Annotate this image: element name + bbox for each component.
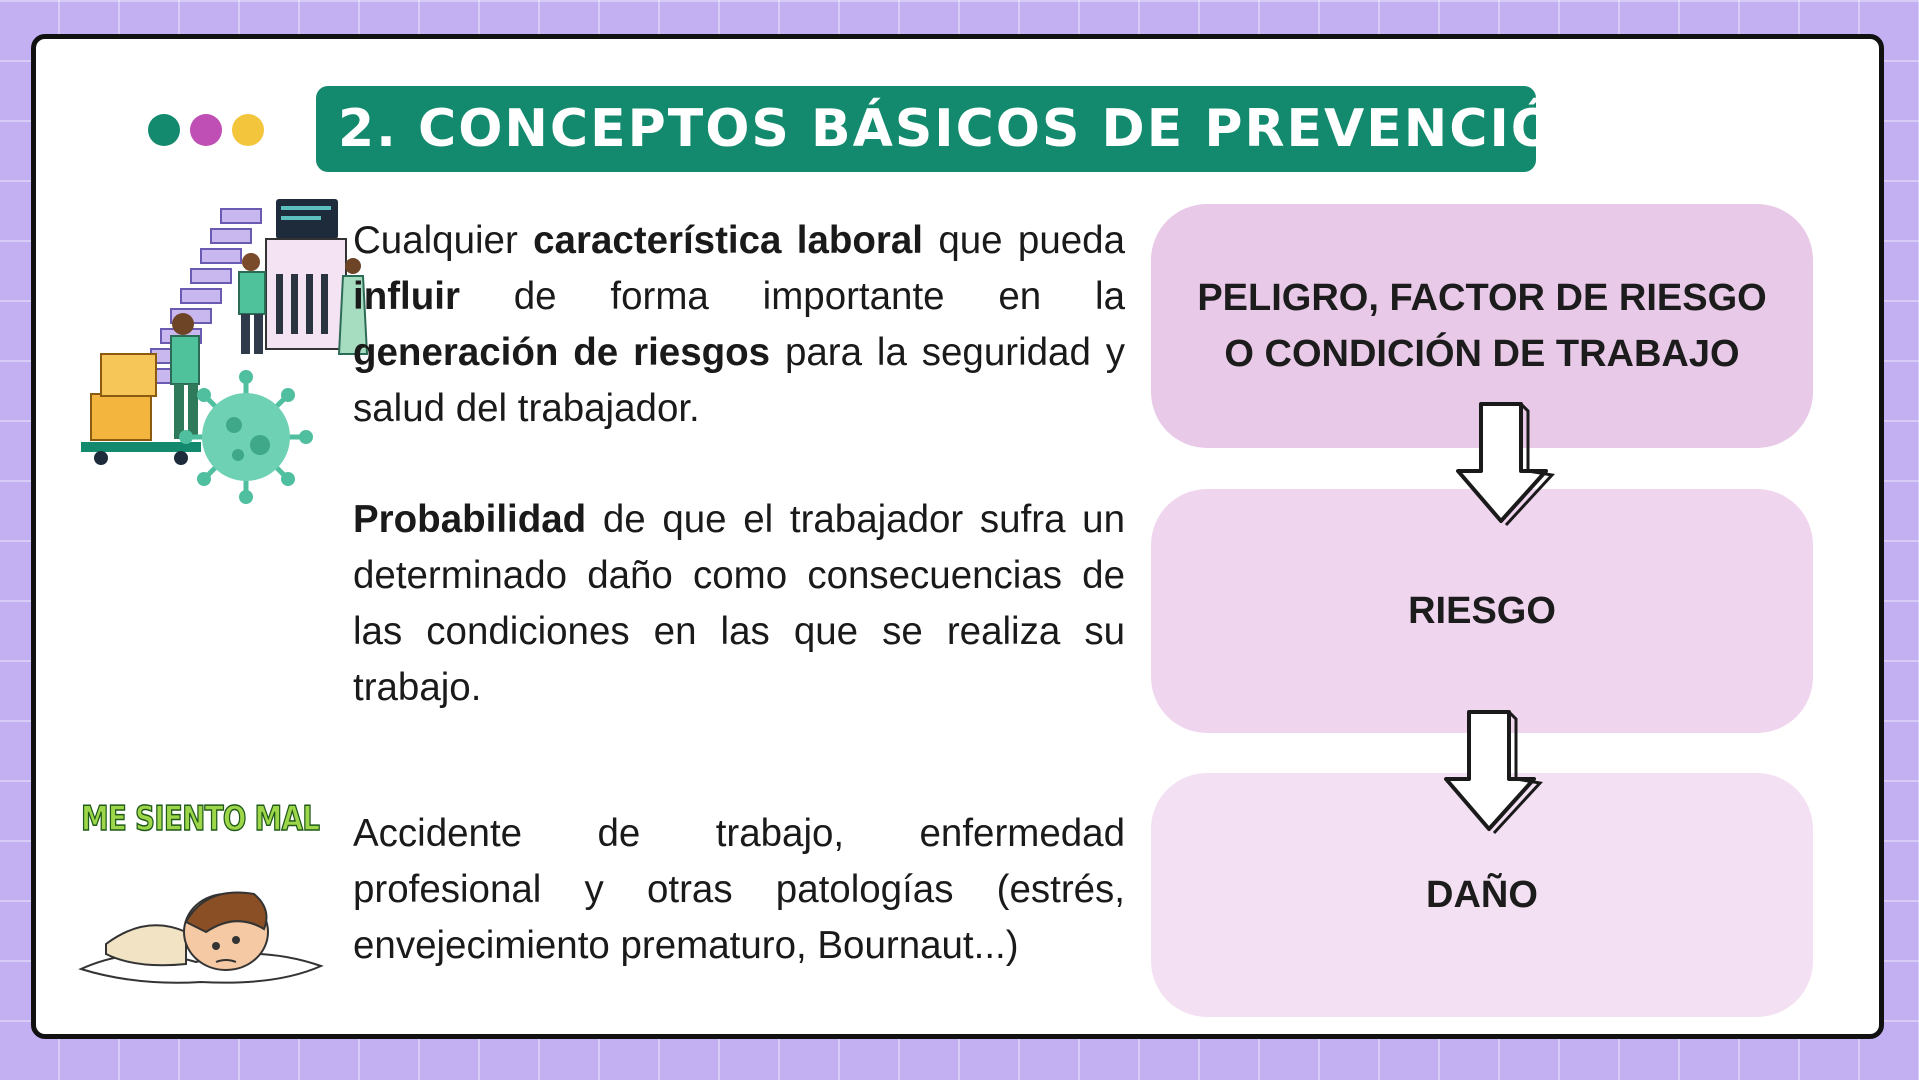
down-arrow-icon [1456, 399, 1556, 529]
concept-box-riesgo: RIESGO [1151, 489, 1813, 733]
concept-box-dano: DAÑO [1151, 773, 1813, 1017]
page-title: 2. CONCEPTOS BÁSICOS DE PREVENCIÓN [338, 99, 1603, 159]
definition-dano: Accidente de trabajo, enfermedad profesional y otras patologías (estrés, envejecimiento prematuro, Bournaut...) [353, 812, 1125, 967]
down-arrow-icon [1444, 707, 1544, 837]
definition-riesgo: Probabilidad de que el trabajador sufra un determinado daño como consecuencias de las condiciones en las que se realiza su trabajo. [353, 498, 1125, 709]
slide-card [31, 34, 1884, 1039]
decorative-dots [148, 114, 264, 146]
definition-peligro: Cualquier característica laboral que pueda influir de forma importante en la generación de riesgos para la seguridad y salud del trabajador. [353, 219, 1125, 430]
dot-magenta [190, 114, 222, 146]
sick-person-illustration [76, 874, 326, 994]
illustration-caption: ME SIENTO MAL [81, 799, 320, 839]
virus-icon [176, 367, 316, 507]
title-banner [316, 86, 1603, 172]
concept-box-peligro: PELIGRO, FACTOR DE RIESGO O CONDICIÓN DE TRABAJO [1151, 204, 1813, 448]
dot-yellow [232, 114, 264, 146]
dot-green [148, 114, 180, 146]
